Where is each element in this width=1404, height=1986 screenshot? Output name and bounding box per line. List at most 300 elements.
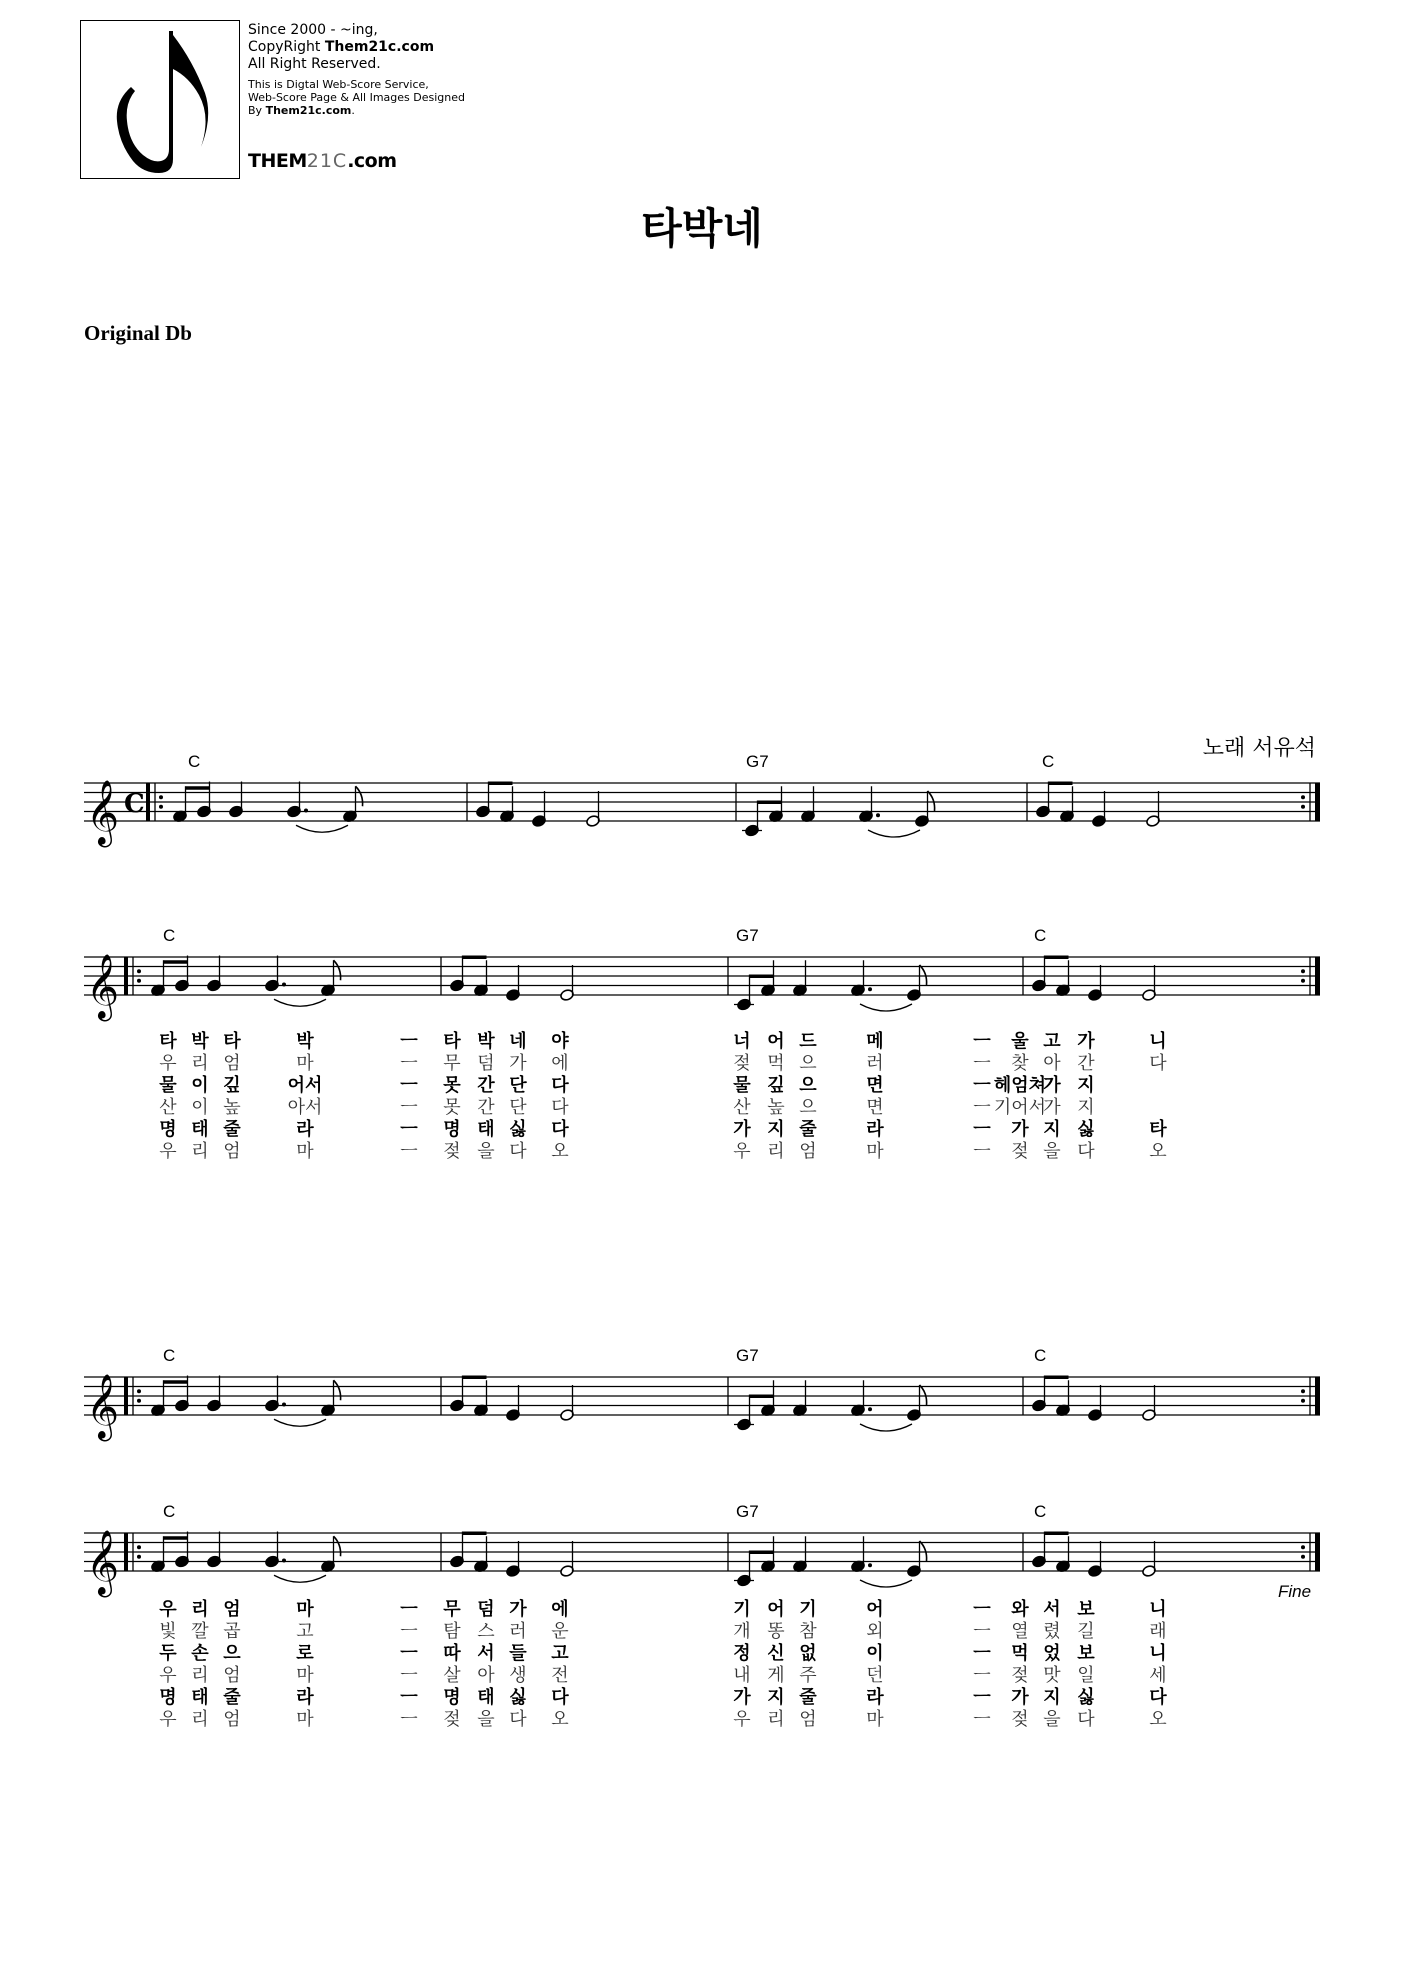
note-dot bbox=[304, 809, 308, 813]
eighth-flag bbox=[334, 960, 341, 980]
eighth-flag bbox=[928, 791, 935, 811]
staff-4 bbox=[84, 1502, 1320, 1601]
service-line-2: Web-Score Page & All Images Designed bbox=[248, 91, 465, 104]
note-dot bbox=[868, 987, 872, 991]
repeat-start-thick-bar bbox=[124, 1533, 128, 1571]
lyric-syllable: 드 bbox=[799, 1031, 817, 1052]
lyric-syllable: 다 bbox=[509, 1709, 527, 1730]
repeat-dot bbox=[1301, 979, 1305, 983]
lyric-syllable: 고 bbox=[551, 1643, 569, 1664]
lyric-syllable: 간 bbox=[477, 1075, 495, 1096]
lyric-syllable: ㅡ bbox=[973, 1119, 991, 1140]
lyric-syllable: 줄 bbox=[799, 1119, 817, 1140]
lyric-syllable: 두 bbox=[159, 1643, 177, 1664]
lyric-syllable: 줄 bbox=[223, 1119, 241, 1140]
tie bbox=[860, 1424, 912, 1431]
lyric-syllable: 싫 bbox=[1077, 1687, 1095, 1708]
lyric-syllable: 싫 bbox=[509, 1119, 527, 1140]
lyric-syllable: 니 bbox=[1149, 1643, 1167, 1664]
lyric-syllable: 라 bbox=[296, 1119, 314, 1140]
lyrics-verse-block-1 bbox=[158, 1030, 1167, 1162]
lyric-syllable: 아서 bbox=[287, 1097, 323, 1118]
beam bbox=[463, 1532, 487, 1536]
repeat-dot bbox=[1301, 1545, 1305, 1549]
lyric-syllable: 메 bbox=[866, 1031, 884, 1052]
lyric-syllable: 가 bbox=[1043, 1097, 1061, 1118]
eighth-flag bbox=[920, 965, 927, 985]
repeat-start-thick-bar bbox=[146, 783, 150, 821]
lyric-syllable: 다 bbox=[509, 1141, 527, 1162]
lyric-syllable: 리 bbox=[191, 1599, 209, 1620]
chord-symbol: C bbox=[188, 752, 201, 771]
lyric-syllable: 어 bbox=[866, 1599, 884, 1620]
beam bbox=[758, 801, 782, 805]
lyric-syllable: 엄 bbox=[223, 1141, 241, 1162]
lyric-syllable: 러 bbox=[509, 1621, 527, 1642]
lyric-syllable: 지 bbox=[1043, 1687, 1061, 1708]
chord-symbol: C bbox=[1034, 1346, 1047, 1365]
note-dot bbox=[282, 983, 286, 987]
lyric-syllable: 지 bbox=[767, 1119, 785, 1140]
beam bbox=[1045, 1376, 1069, 1380]
lyric-syllable: 싫 bbox=[509, 1687, 527, 1708]
beam bbox=[1045, 956, 1069, 960]
beam bbox=[1045, 1532, 1069, 1536]
lyric-syllable: 개 bbox=[733, 1621, 751, 1642]
lyric-syllable: 리 bbox=[767, 1141, 785, 1162]
repeat-dot bbox=[159, 805, 163, 809]
chord-symbol: G7 bbox=[736, 1502, 759, 1521]
lyric-syllable: 어 bbox=[767, 1599, 785, 1620]
lyric-syllable: 지 bbox=[1043, 1119, 1061, 1140]
by-prefix: By bbox=[248, 104, 266, 117]
lyric-syllable: 이 bbox=[866, 1643, 884, 1664]
lyric-syllable: 와 bbox=[1011, 1599, 1029, 1620]
lyric-syllable: 무 bbox=[443, 1599, 461, 1620]
repeat-end-thick-bar bbox=[1315, 957, 1320, 995]
tie bbox=[274, 1575, 326, 1582]
repeat-dot bbox=[137, 1555, 141, 1559]
lyric-syllable: 마 bbox=[296, 1709, 314, 1730]
tie bbox=[868, 830, 920, 837]
lyric-syllable: 젖 bbox=[443, 1141, 461, 1162]
chord-symbol: G7 bbox=[746, 752, 769, 771]
lyric-syllable: 우 bbox=[159, 1141, 177, 1162]
lyric-syllable: 명 bbox=[159, 1119, 177, 1140]
lyric-syllable: 기어서 bbox=[993, 1097, 1047, 1118]
lyric-syllable: 라 bbox=[866, 1119, 884, 1140]
repeat-end-thick-bar bbox=[1315, 1377, 1320, 1415]
lyric-syllable: 타 bbox=[223, 1031, 241, 1052]
lyric-syllable: 무 bbox=[443, 1053, 461, 1074]
repeat-dot bbox=[1301, 805, 1305, 809]
lyric-syllable: 길 bbox=[1077, 1621, 1095, 1642]
lyric-syllable: ㅡ bbox=[400, 1665, 418, 1686]
lyric-syllable: 우 bbox=[733, 1141, 751, 1162]
lyric-syllable: 참 bbox=[799, 1621, 817, 1642]
copyright-site: Them21c.com bbox=[324, 39, 435, 55]
lyric-syllable: 우 bbox=[733, 1709, 751, 1730]
lyric-syllable: 다 bbox=[1149, 1053, 1167, 1074]
brand-logo: THEM21C.com bbox=[248, 150, 397, 172]
lyric-syllable: 고 bbox=[296, 1621, 314, 1642]
lyric-syllable: 고 bbox=[1043, 1031, 1061, 1052]
lyric-syllable: 타 bbox=[159, 1031, 177, 1052]
lyric-syllable: 지 bbox=[767, 1687, 785, 1708]
chord-symbol: C bbox=[1034, 926, 1047, 945]
lyric-syllable: 명 bbox=[159, 1687, 177, 1708]
lyric-syllable: 면 bbox=[866, 1097, 884, 1118]
repeat-dot bbox=[137, 979, 141, 983]
lyric-syllable: 우 bbox=[159, 1053, 177, 1074]
lyric-syllable: 가 bbox=[509, 1053, 527, 1074]
tie bbox=[860, 1004, 912, 1011]
by-site: Them21c.com bbox=[265, 104, 352, 117]
lyric-syllable: 운 bbox=[551, 1621, 569, 1642]
lyric-syllable: ㅡ bbox=[973, 1053, 991, 1074]
lyric-syllable: 간 bbox=[1077, 1053, 1095, 1074]
lyric-syllable: 가 bbox=[1011, 1119, 1029, 1140]
lyric-syllable: 덤 bbox=[477, 1599, 495, 1620]
lyric-syllable: 들 bbox=[509, 1643, 527, 1664]
lyric-syllable: 박 bbox=[191, 1031, 209, 1052]
lyric-syllable: 깊 bbox=[223, 1075, 241, 1096]
lyric-syllable: 덤 bbox=[477, 1053, 495, 1074]
lyric-syllable: 보 bbox=[1077, 1599, 1095, 1620]
lyric-syllable: ㅡ bbox=[400, 1709, 418, 1730]
lyric-syllable: 가 bbox=[733, 1687, 751, 1708]
lyric-syllable: ㅡ bbox=[400, 1643, 418, 1664]
repeat-dot bbox=[1301, 1389, 1305, 1393]
treble-clef-icon: 𝄞 bbox=[86, 780, 120, 845]
lyric-syllable: 맛 bbox=[1043, 1665, 1061, 1686]
tie bbox=[274, 999, 326, 1006]
lyric-syllable: 타 bbox=[443, 1031, 461, 1052]
lyric-syllable: 던 bbox=[866, 1665, 884, 1686]
chord-symbol: C bbox=[163, 1346, 176, 1365]
chord-symbol: C bbox=[163, 926, 176, 945]
lyric-syllable: 마 bbox=[296, 1141, 314, 1162]
staff-3 bbox=[84, 1346, 1320, 1441]
lyric-syllable: 젖 bbox=[733, 1053, 751, 1074]
staff-1 bbox=[84, 752, 1320, 847]
beam bbox=[750, 1551, 774, 1555]
lyric-syllable: 게 bbox=[767, 1665, 785, 1686]
lyric-syllable: 탐 bbox=[443, 1621, 461, 1642]
lyric-syllable: 손 bbox=[191, 1643, 209, 1664]
lyric-syllable: ㅡ bbox=[973, 1621, 991, 1642]
lyric-syllable: 리 bbox=[191, 1141, 209, 1162]
lyric-syllable: 먹 bbox=[1011, 1643, 1029, 1664]
lyric-syllable: 이 bbox=[191, 1075, 209, 1096]
lyric-syllable: 엄 bbox=[223, 1053, 241, 1074]
chord-symbol: C bbox=[1042, 752, 1055, 771]
lyric-syllable: 주 bbox=[799, 1665, 817, 1686]
repeat-start-thick-bar bbox=[124, 1377, 128, 1415]
since-text: Since 2000 - ~ing, bbox=[248, 22, 378, 38]
lyric-syllable: 태 bbox=[191, 1119, 209, 1140]
lyric-syllable: 울 bbox=[1011, 1031, 1029, 1052]
lyric-syllable: ㅡ bbox=[400, 1097, 418, 1118]
chord-symbol: G7 bbox=[736, 1346, 759, 1365]
lyric-syllable: 오 bbox=[551, 1709, 569, 1730]
repeat-dot bbox=[137, 969, 141, 973]
repeat-dot bbox=[137, 1399, 141, 1403]
lyric-syllable: 박 bbox=[296, 1031, 314, 1052]
lyric-syllable: 높 bbox=[767, 1097, 785, 1118]
lyric-syllable: 물 bbox=[733, 1075, 751, 1096]
eighth-flag bbox=[334, 1536, 341, 1556]
lyric-syllable: ㅡ bbox=[973, 1599, 991, 1620]
chord-symbol: C bbox=[1034, 1502, 1047, 1521]
lyric-syllable: 마 bbox=[866, 1709, 884, 1730]
note-dot bbox=[868, 1407, 872, 1411]
lyric-syllable: ㅡ bbox=[400, 1053, 418, 1074]
lyric-syllable: 태 bbox=[191, 1687, 209, 1708]
rights-text: All Right Reserved. bbox=[248, 56, 381, 72]
repeat-dot bbox=[1301, 969, 1305, 973]
lyric-syllable: 을 bbox=[1043, 1709, 1061, 1730]
lyric-syllable: 태 bbox=[477, 1119, 495, 1140]
lyric-syllable: 내 bbox=[733, 1665, 751, 1686]
repeat-dot bbox=[159, 795, 163, 799]
lyric-syllable: ㅡ bbox=[973, 1687, 991, 1708]
lyric-syllable: 박 bbox=[477, 1031, 495, 1052]
fine-marking: Fine bbox=[1278, 1582, 1312, 1601]
lyric-syllable: 렸 bbox=[1043, 1621, 1061, 1642]
lyric-syllable: 줄 bbox=[223, 1687, 241, 1708]
lyric-syllable: 정 bbox=[733, 1643, 751, 1664]
lyric-syllable: 로 bbox=[296, 1643, 314, 1664]
lyric-syllable: 가 bbox=[509, 1599, 527, 1620]
lyric-syllable: 우 bbox=[159, 1665, 177, 1686]
lyric-syllable: 야 bbox=[551, 1031, 569, 1052]
eighth-flag bbox=[334, 1380, 341, 1400]
lyric-syllable: 다 bbox=[551, 1687, 569, 1708]
lyric-syllable: ㅡ bbox=[400, 1119, 418, 1140]
lyric-syllable: 오 bbox=[551, 1141, 569, 1162]
service-line-1: This is Digtal Web-Score Service, bbox=[248, 78, 429, 91]
repeat-start-thick-bar bbox=[124, 957, 128, 995]
repeat-dot bbox=[1301, 1555, 1305, 1559]
lyric-syllable: 다 bbox=[1077, 1141, 1095, 1162]
lyric-syllable: 래 bbox=[1149, 1621, 1167, 1642]
lyric-syllable: 줄 bbox=[799, 1687, 817, 1708]
lyrics-verse-block-2 bbox=[158, 1598, 1167, 1730]
lyric-syllable: ㅡ bbox=[973, 1075, 991, 1096]
lyric-syllable: 서 bbox=[1043, 1599, 1061, 1620]
beam bbox=[463, 956, 487, 960]
beam bbox=[489, 782, 513, 786]
lyric-syllable: 태 bbox=[477, 1687, 495, 1708]
lyric-syllable: 못 bbox=[443, 1097, 461, 1118]
lyric-syllable: ㅡ bbox=[973, 1031, 991, 1052]
lyric-syllable: 간 bbox=[477, 1097, 495, 1118]
lyric-syllable: 에 bbox=[551, 1053, 569, 1074]
lyric-syllable: 타 bbox=[1149, 1119, 1167, 1140]
lyric-syllable: 깊 bbox=[767, 1075, 785, 1096]
note-dot bbox=[868, 1563, 872, 1567]
lyric-syllable: 높 bbox=[223, 1097, 241, 1118]
lyric-syllable: 엄 bbox=[223, 1599, 241, 1620]
eighth-flag bbox=[920, 1385, 927, 1405]
lyric-syllable: 리 bbox=[191, 1053, 209, 1074]
lyric-syllable: 엄 bbox=[223, 1709, 241, 1730]
lyric-syllable: 기 bbox=[733, 1599, 751, 1620]
lyric-syllable: 지 bbox=[1077, 1097, 1095, 1118]
lyric-syllable: 단 bbox=[509, 1097, 527, 1118]
lyric-syllable: 우 bbox=[159, 1709, 177, 1730]
lyric-syllable: ㅡ bbox=[400, 1141, 418, 1162]
lyric-syllable: 다 bbox=[1149, 1687, 1167, 1708]
tie bbox=[860, 1580, 912, 1587]
lyric-syllable: ㅡ bbox=[400, 1031, 418, 1052]
lyric-syllable: 살 bbox=[443, 1665, 461, 1686]
lyric-syllable: 엄 bbox=[799, 1141, 817, 1162]
lyric-syllable: 을 bbox=[477, 1709, 495, 1730]
lyric-syllable: 찾 bbox=[1011, 1053, 1029, 1074]
note-dot bbox=[282, 1403, 286, 1407]
lyric-syllable: 다 bbox=[551, 1097, 569, 1118]
lyric-syllable: 다 bbox=[1077, 1709, 1095, 1730]
lyric-syllable: 아 bbox=[1043, 1053, 1061, 1074]
lyric-syllable: 따 bbox=[443, 1643, 461, 1664]
lyric-syllable: 없 bbox=[799, 1643, 817, 1664]
common-time-icon: C bbox=[124, 789, 145, 819]
lyric-syllable: 을 bbox=[477, 1141, 495, 1162]
lyric-syllable: 먹 bbox=[767, 1053, 785, 1074]
staff-2 bbox=[84, 926, 1320, 1021]
beam bbox=[750, 1395, 774, 1399]
lyric-syllable: 러 bbox=[866, 1053, 884, 1074]
eighth-flag bbox=[356, 786, 363, 806]
repeat-end-thick-bar bbox=[1315, 783, 1320, 821]
lyric-syllable: 엄 bbox=[223, 1665, 241, 1686]
lyric-syllable: 니 bbox=[1149, 1031, 1167, 1052]
lyric-syllable: 어서 bbox=[287, 1075, 323, 1096]
lyric-syllable: 보 bbox=[1077, 1643, 1095, 1664]
lyric-syllable: 네 bbox=[509, 1031, 527, 1052]
lyric-syllable: 오 bbox=[1149, 1141, 1167, 1162]
lyric-syllable: 젖 bbox=[1011, 1665, 1029, 1686]
lyric-syllable: 헤엄쳐 bbox=[993, 1075, 1047, 1096]
lyric-syllable: ㅡ bbox=[973, 1141, 991, 1162]
lyric-syllable: 으 bbox=[799, 1075, 817, 1096]
original-key: Original Db bbox=[84, 321, 192, 345]
lyric-syllable: 마 bbox=[296, 1665, 314, 1686]
lyric-syllable: 세 bbox=[1149, 1665, 1167, 1686]
lyric-syllable: 리 bbox=[191, 1665, 209, 1686]
tie bbox=[296, 825, 348, 832]
lyric-syllable: 라 bbox=[866, 1687, 884, 1708]
lyric-syllable: 가 bbox=[1011, 1687, 1029, 1708]
lyric-syllable: 어 bbox=[767, 1031, 785, 1052]
lyric-syllable: ㅡ bbox=[973, 1709, 991, 1730]
lyric-syllable: 전 bbox=[551, 1665, 569, 1686]
lyric-syllable: ㅡ bbox=[400, 1621, 418, 1642]
beam bbox=[164, 960, 188, 964]
lyric-syllable: 산 bbox=[159, 1097, 177, 1118]
lyric-syllable: ㅡ bbox=[400, 1075, 418, 1096]
lyric-syllable: 빛 bbox=[159, 1621, 177, 1642]
repeat-end-thick-bar bbox=[1315, 1533, 1320, 1571]
song-title: 타박네 bbox=[641, 204, 763, 253]
lyric-syllable: 아 bbox=[477, 1665, 495, 1686]
beam bbox=[1049, 782, 1073, 786]
lyric-syllable: 젖 bbox=[1011, 1141, 1029, 1162]
repeat-dot bbox=[1301, 1399, 1305, 1403]
lyric-syllable: 기 bbox=[799, 1599, 817, 1620]
lyric-syllable: 물 bbox=[159, 1075, 177, 1096]
repeat-dot bbox=[137, 1545, 141, 1549]
lyric-syllable: 으 bbox=[799, 1097, 817, 1118]
lyric-syllable: ㅡ bbox=[973, 1665, 991, 1686]
lyric-syllable: 깔 bbox=[191, 1621, 209, 1642]
beam bbox=[750, 975, 774, 979]
lyric-syllable: 너 bbox=[733, 1031, 751, 1052]
lyric-syllable: 서 bbox=[477, 1643, 495, 1664]
lyric-syllable: ㅡ bbox=[973, 1643, 991, 1664]
repeat-dot bbox=[1301, 795, 1305, 799]
lyric-syllable: 니 bbox=[1149, 1599, 1167, 1620]
lyric-syllable: 외 bbox=[866, 1621, 884, 1642]
lyric-syllable: 가 bbox=[1043, 1075, 1061, 1096]
beam bbox=[463, 1376, 487, 1380]
lyric-syllable: 지 bbox=[1077, 1075, 1095, 1096]
lyric-syllable: 못 bbox=[443, 1075, 461, 1096]
lyric-syllable: 에 bbox=[551, 1599, 569, 1620]
lyric-syllable: 었 bbox=[1043, 1643, 1061, 1664]
eighth-flag bbox=[920, 1541, 927, 1561]
lyric-syllable: 똥 bbox=[767, 1621, 785, 1642]
lyric-syllable: 스 bbox=[477, 1621, 495, 1642]
lyric-syllable: 젖 bbox=[443, 1709, 461, 1730]
by-suffix: . bbox=[351, 104, 355, 117]
treble-clef-icon: 𝄞 bbox=[86, 1530, 120, 1595]
lyric-syllable: 마 bbox=[296, 1599, 314, 1620]
lyric-syllable: ㅡ bbox=[400, 1687, 418, 1708]
lyric-syllable: 을 bbox=[1043, 1141, 1061, 1162]
lyric-syllable: 다 bbox=[551, 1075, 569, 1096]
lyric-syllable: 산 bbox=[733, 1097, 751, 1118]
lyric-syllable: 리 bbox=[767, 1709, 785, 1730]
lyric-syllable: 리 bbox=[191, 1709, 209, 1730]
tie bbox=[274, 1419, 326, 1426]
beam bbox=[186, 786, 210, 790]
lyric-syllable: 가 bbox=[733, 1119, 751, 1140]
lyric-syllable: 싫 bbox=[1077, 1119, 1095, 1140]
treble-clef-icon: 𝄞 bbox=[86, 954, 120, 1019]
composer-credit: 노래 서유석 bbox=[1202, 736, 1316, 761]
copyright-prefix: CopyRight bbox=[248, 39, 325, 55]
lyric-syllable: 오 bbox=[1149, 1709, 1167, 1730]
lyric-syllable: 열 bbox=[1011, 1621, 1029, 1642]
lyric-syllable: 마 bbox=[296, 1053, 314, 1074]
lyric-syllable: 젖 bbox=[1011, 1709, 1029, 1730]
lyric-syllable: 우 bbox=[159, 1599, 177, 1620]
lyric-syllable: 면 bbox=[866, 1075, 884, 1096]
lyric-syllable: 명 bbox=[443, 1119, 461, 1140]
beam bbox=[164, 1536, 188, 1540]
lyric-syllable: ㅡ bbox=[400, 1599, 418, 1620]
lyric-syllable: 가 bbox=[1077, 1031, 1095, 1052]
chord-symbol: C bbox=[163, 1502, 176, 1521]
lyric-syllable: 생 bbox=[509, 1665, 527, 1686]
lyric-syllable: 일 bbox=[1077, 1665, 1095, 1686]
treble-clef-icon: 𝄞 bbox=[86, 1374, 120, 1439]
lyric-syllable: 명 bbox=[443, 1687, 461, 1708]
note-dot bbox=[876, 813, 880, 817]
